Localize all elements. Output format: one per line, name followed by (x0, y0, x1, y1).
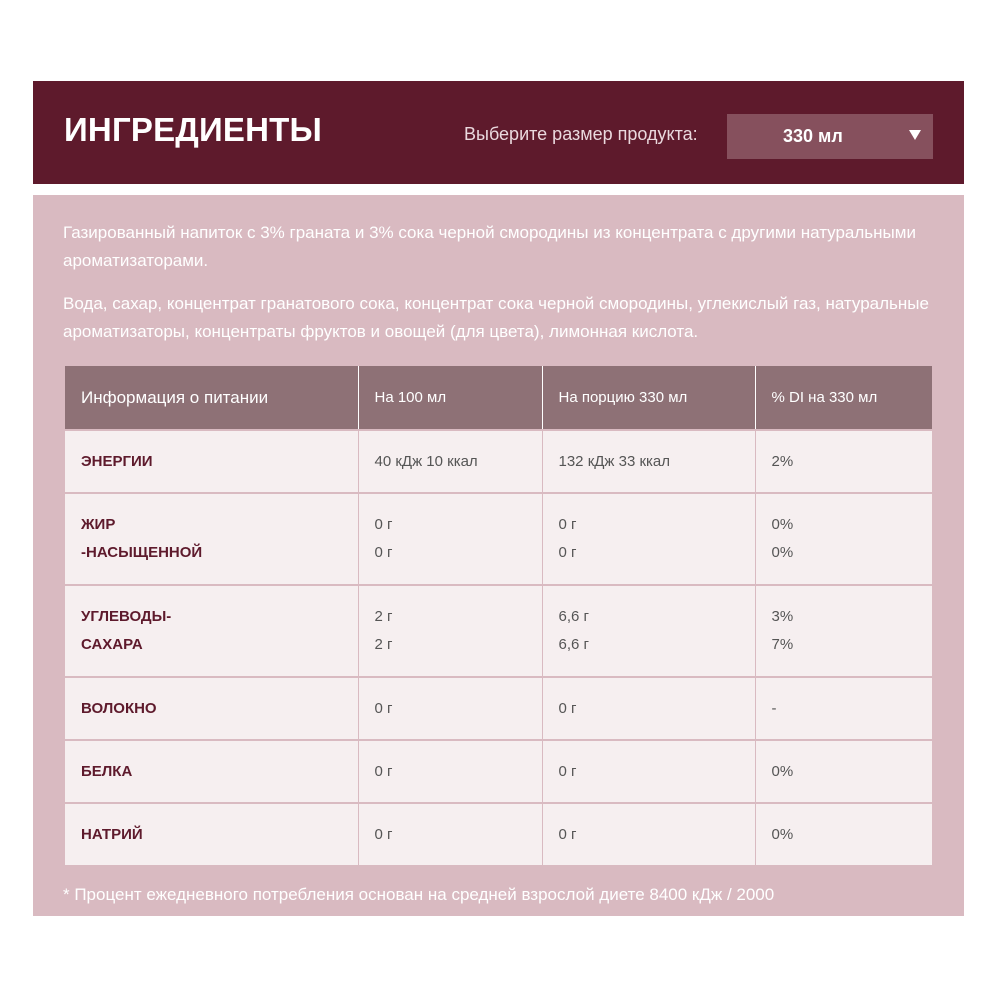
value-per-serving: 0 г 0 г (542, 493, 755, 585)
table-row (65, 430, 932, 493)
column-header-per-100ml: На 100 мл (358, 366, 542, 430)
value-per-serving: 132 кДж 33 ккал (542, 430, 755, 493)
value-per-100ml: 0 г (358, 677, 542, 740)
table-row (65, 803, 932, 865)
nutrition-table (65, 366, 932, 865)
value-daily-intake: 2% (755, 430, 932, 493)
value-per-serving: 0 г (542, 803, 755, 865)
column-header-per-serving: На порцию 330 мл (542, 366, 755, 430)
table-row (65, 493, 932, 585)
nutrient-name: ВОЛОКНО (65, 677, 358, 740)
size-select-value[interactable]: 330 мл (783, 126, 843, 146)
column-header-nutrition-info: Информация о питании (65, 366, 358, 430)
table-row (65, 585, 932, 677)
ingredients-header (33, 81, 964, 184)
product-description: Газированный напиток с 3% граната и 3% сока черной смородины из концентрата с другими натуральными ароматизаторами. (63, 223, 916, 270)
value-per-serving: 0 г (542, 740, 755, 803)
value-per-100ml: 0 г (358, 803, 542, 865)
table-row (65, 740, 932, 803)
nutrient-name: ЖИР -НАСЫЩЕННОЙ (65, 493, 358, 585)
value-per-serving: 6,6 г 6,6 г (542, 585, 755, 677)
nutrient-name: ЭНЕРГИИ (65, 430, 358, 493)
column-header-daily-intake: % DI на 330 мл (755, 366, 932, 430)
nutrition-header-row (65, 366, 932, 430)
ingredients-panel (33, 195, 964, 916)
chevron-down-icon[interactable] (909, 130, 921, 140)
value-daily-intake: 0% (755, 803, 932, 865)
value-daily-intake: 3% 7% (755, 585, 932, 677)
value-per-serving: 0 г (542, 677, 755, 740)
size-select[interactable] (727, 114, 933, 159)
nutrient-name: УГЛЕВОДЫ- САХАРА (65, 585, 358, 677)
page-title: ИНГРЕДИЕНТЫ (64, 111, 323, 148)
value-per-100ml: 2 г 2 г (358, 585, 542, 677)
ingredients-list: Вода, сахар, концентрат гранатового сока, концентрат сока черной смородины, углекислый газ, натуральные ароматизаторы, концентраты фруктов и овощей (для цвета), лимонная кислота. (63, 294, 929, 341)
value-daily-intake: 0% (755, 740, 932, 803)
table-row (65, 677, 932, 740)
value-per-100ml: 0 г (358, 740, 542, 803)
nutrient-name: НАТРИЙ (65, 803, 358, 865)
value-daily-intake: - (755, 677, 932, 740)
nutrient-name: БЕЛКА (65, 740, 358, 803)
value-per-100ml: 0 г 0 г (358, 493, 542, 585)
value-per-100ml: 40 кДж 10 ккал (358, 430, 542, 493)
size-select-label: Выберите размер продукта: (464, 124, 698, 144)
daily-intake-footnote: * Процент ежедневного потребления основан на средней взрослой диете 8400 кДж / 2000 (63, 885, 775, 904)
value-daily-intake: 0% 0% (755, 493, 932, 585)
